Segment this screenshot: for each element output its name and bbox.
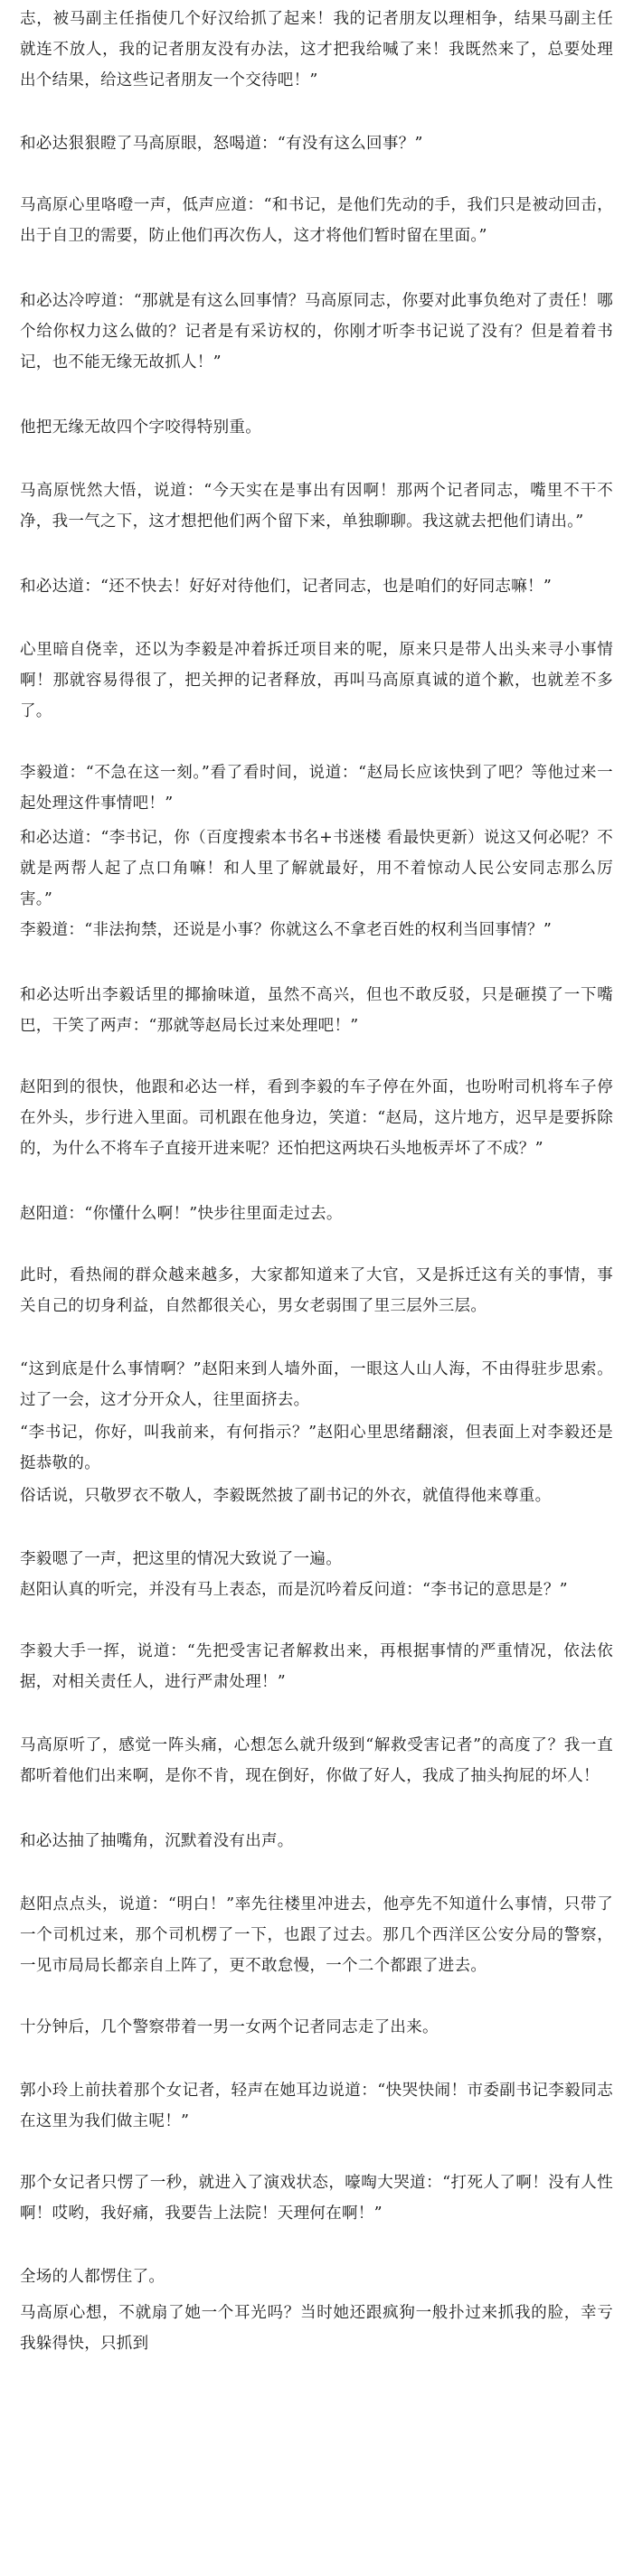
paragraph: 马高原心想，不就扇了她一个耳光吗？当时她还跟疯狗一般扑过来抓我的脸，幸亏我躲得快，只抓到 (20, 2304, 613, 2353)
paragraph: 李毅大手一挥，说道：“先把受害记者解救出来，再根据事情的严重情况，依法依据，对相关责任人，进行严肃处理！” (20, 1642, 613, 1691)
paragraph: 李毅道：“非法拘禁，还说是小事？你就这么不拿老百姓的权利当回事情？” (20, 921, 553, 939)
paragraph: 和必达道：“李书记，你（百度搜索本书名+书迷楼 看最快更新）说这又何必呢？不就是两帮人起了点口角嘛！和人里了解就最好，用不着惊动人民公安同志那么厉害。” (20, 829, 613, 908)
paragraph: 赵阳点点头，说道：“明白！”率先往楼里冲进去，他亭先不知道什么事情，只带了一个司机过来，那个司机楞了一下，也跟了过去。那几个西洋区公安分局的警察，一见市局局长都亲自上阵了，更不敢怠慢，一个二个都跟了进去。 (20, 1895, 613, 1975)
paragraph: 心里暗自侥幸，还以为李毅是冲着拆迁项目来的呢，原来只是带人出头来寻小事情啊！那就容易得很了，把关押的记者释放，再叫马高原真诚的道个歉，也就差不多了。 (20, 641, 613, 720)
paragraph: 十分钟后，几个警察带着一男一女两个记者同志走了出来。 (20, 2018, 439, 2036)
paragraph: 马高原听了，感觉一阵头痛，心想怎么就升级到“解救受害记者”的高度了？我一直都听着他们出来啊，是你不肯，现在倒好，你做了好人，我成了抽头拘屁的坏人！ (20, 1736, 613, 1785)
paragraph: 赵阳道：“你懂什么啊！”快步往里面走过去。 (20, 1205, 343, 1223)
paragraph: 马高原心里咯噔一声，低声应道：“和书记，是他们先动的手，我们只是被动回击，出于自卫的需要，防止他们再次伤人，这才将他们暂时留在里面。” (20, 196, 613, 245)
paragraph: 和必达听出李毅话里的揶揄味道，虽然不高兴，但也不敢反驳，只是砸摸了一下嘴巴，干笑了两声：“那就等赵局长过来处理吧！” (20, 986, 613, 1035)
paragraph: 赵阳到的很快，他跟和必达一样，看到李毅的车子停在外面，也吩咐司机将车子停在外头，步行进入里面。司机跟在他身边，笑道：“赵局，这片地方，迟早是要拆除的，为什么不将车子直接开进来呢？还怕把这两块石头地板弄坏了不成？” (20, 1078, 613, 1158)
paragraph: 李毅嗯了一声，把这里的情况大致说了一遍。 (20, 1550, 342, 1568)
paragraph: 那个女记者只愣了一秒，就进入了演戏状态，嚎啕大哭道：“打死人了啊！没有人性啊！哎哟，我好痛，我要告上法院！天理何在啊！” (20, 2174, 613, 2223)
paragraph: 和必达道：“还不快去！好好对待他们，记者同志，也是咱们的好同志嘛！” (20, 578, 553, 596)
paragraph: 志，被马副主任指使几个好汉给抓了起来！我的记者朋友以理相争，结果马副主任就连不放人，我的记者朋友没有办法，这才把我给喊了来！我既然来了，总要处理出个结果，给这些记者朋友一个交待吧！” (20, 10, 613, 89)
paragraph: “这到底是什么事情啊？”赵阳来到人墙外面，一眼这人山人海，不由得驻步思索。过了一会，这才分开众人，往里面挤去。 (20, 1360, 613, 1409)
paragraph: 郭小玲上前扶着那个女记者，轻声在她耳边说道：“快哭快闹！市委副书记李毅同志在这里为我们做主呢！” (20, 2082, 613, 2130)
paragraph: 和必达冷哼道：“那就是有这么回事情？马高原同志，你要对此事负绝对了责任！哪个给你权力这么做的？记者是有采访权的，你刚才听李书记说了没有？但是着着书记，也不能无缘无故抓人！” (20, 292, 613, 371)
paragraph: “李书记，你好，叫我前来，有何指示？”赵阳心里思绪翻滚，但表面上对李毅还是挺恭敬的。 (20, 1424, 613, 1472)
paragraph: 赵阳认真的听完，并没有马上表态，而是沉吟着反问道：“李书记的意思是？” (20, 1581, 568, 1599)
paragraph: 他把无缘无故四个字咬得特别重。 (20, 418, 261, 437)
paragraph: 和必达狠狠瞪了马高原眼，怒喝道：“有没有这么回事？” (20, 135, 423, 153)
paragraph: 马高原恍然大悟，说道：“今天实在是事出有因啊！那两个记者同志，嘴里不干不净，我一气之下，这才想把他们两个留下来，单独聊聊。我这就去把他们请出。” (20, 482, 613, 531)
paragraph: 和必达抽了抽嘴角，沉默着没有出声。 (20, 1832, 294, 1850)
paragraph: 全场的人都愣住了。 (20, 2268, 165, 2286)
paragraph: 此时，看热闹的群众越来越多，大家都知道来了大官，又是拆迁这有关的事情，事关自己的切身利益，自然都很关心，男女老弱围了里三层外三层。 (20, 1266, 613, 1315)
paragraph: 李毅道：“不急在这一刻。”看了看时间，说道：“赵局长应该快到了吧？等他过来一起处理这件事情吧！” (20, 764, 613, 813)
paragraph: 俗话说，只敬罗衣不敬人，李毅既然披了副书记的外衣，就值得他来尊重。 (20, 1487, 552, 1505)
